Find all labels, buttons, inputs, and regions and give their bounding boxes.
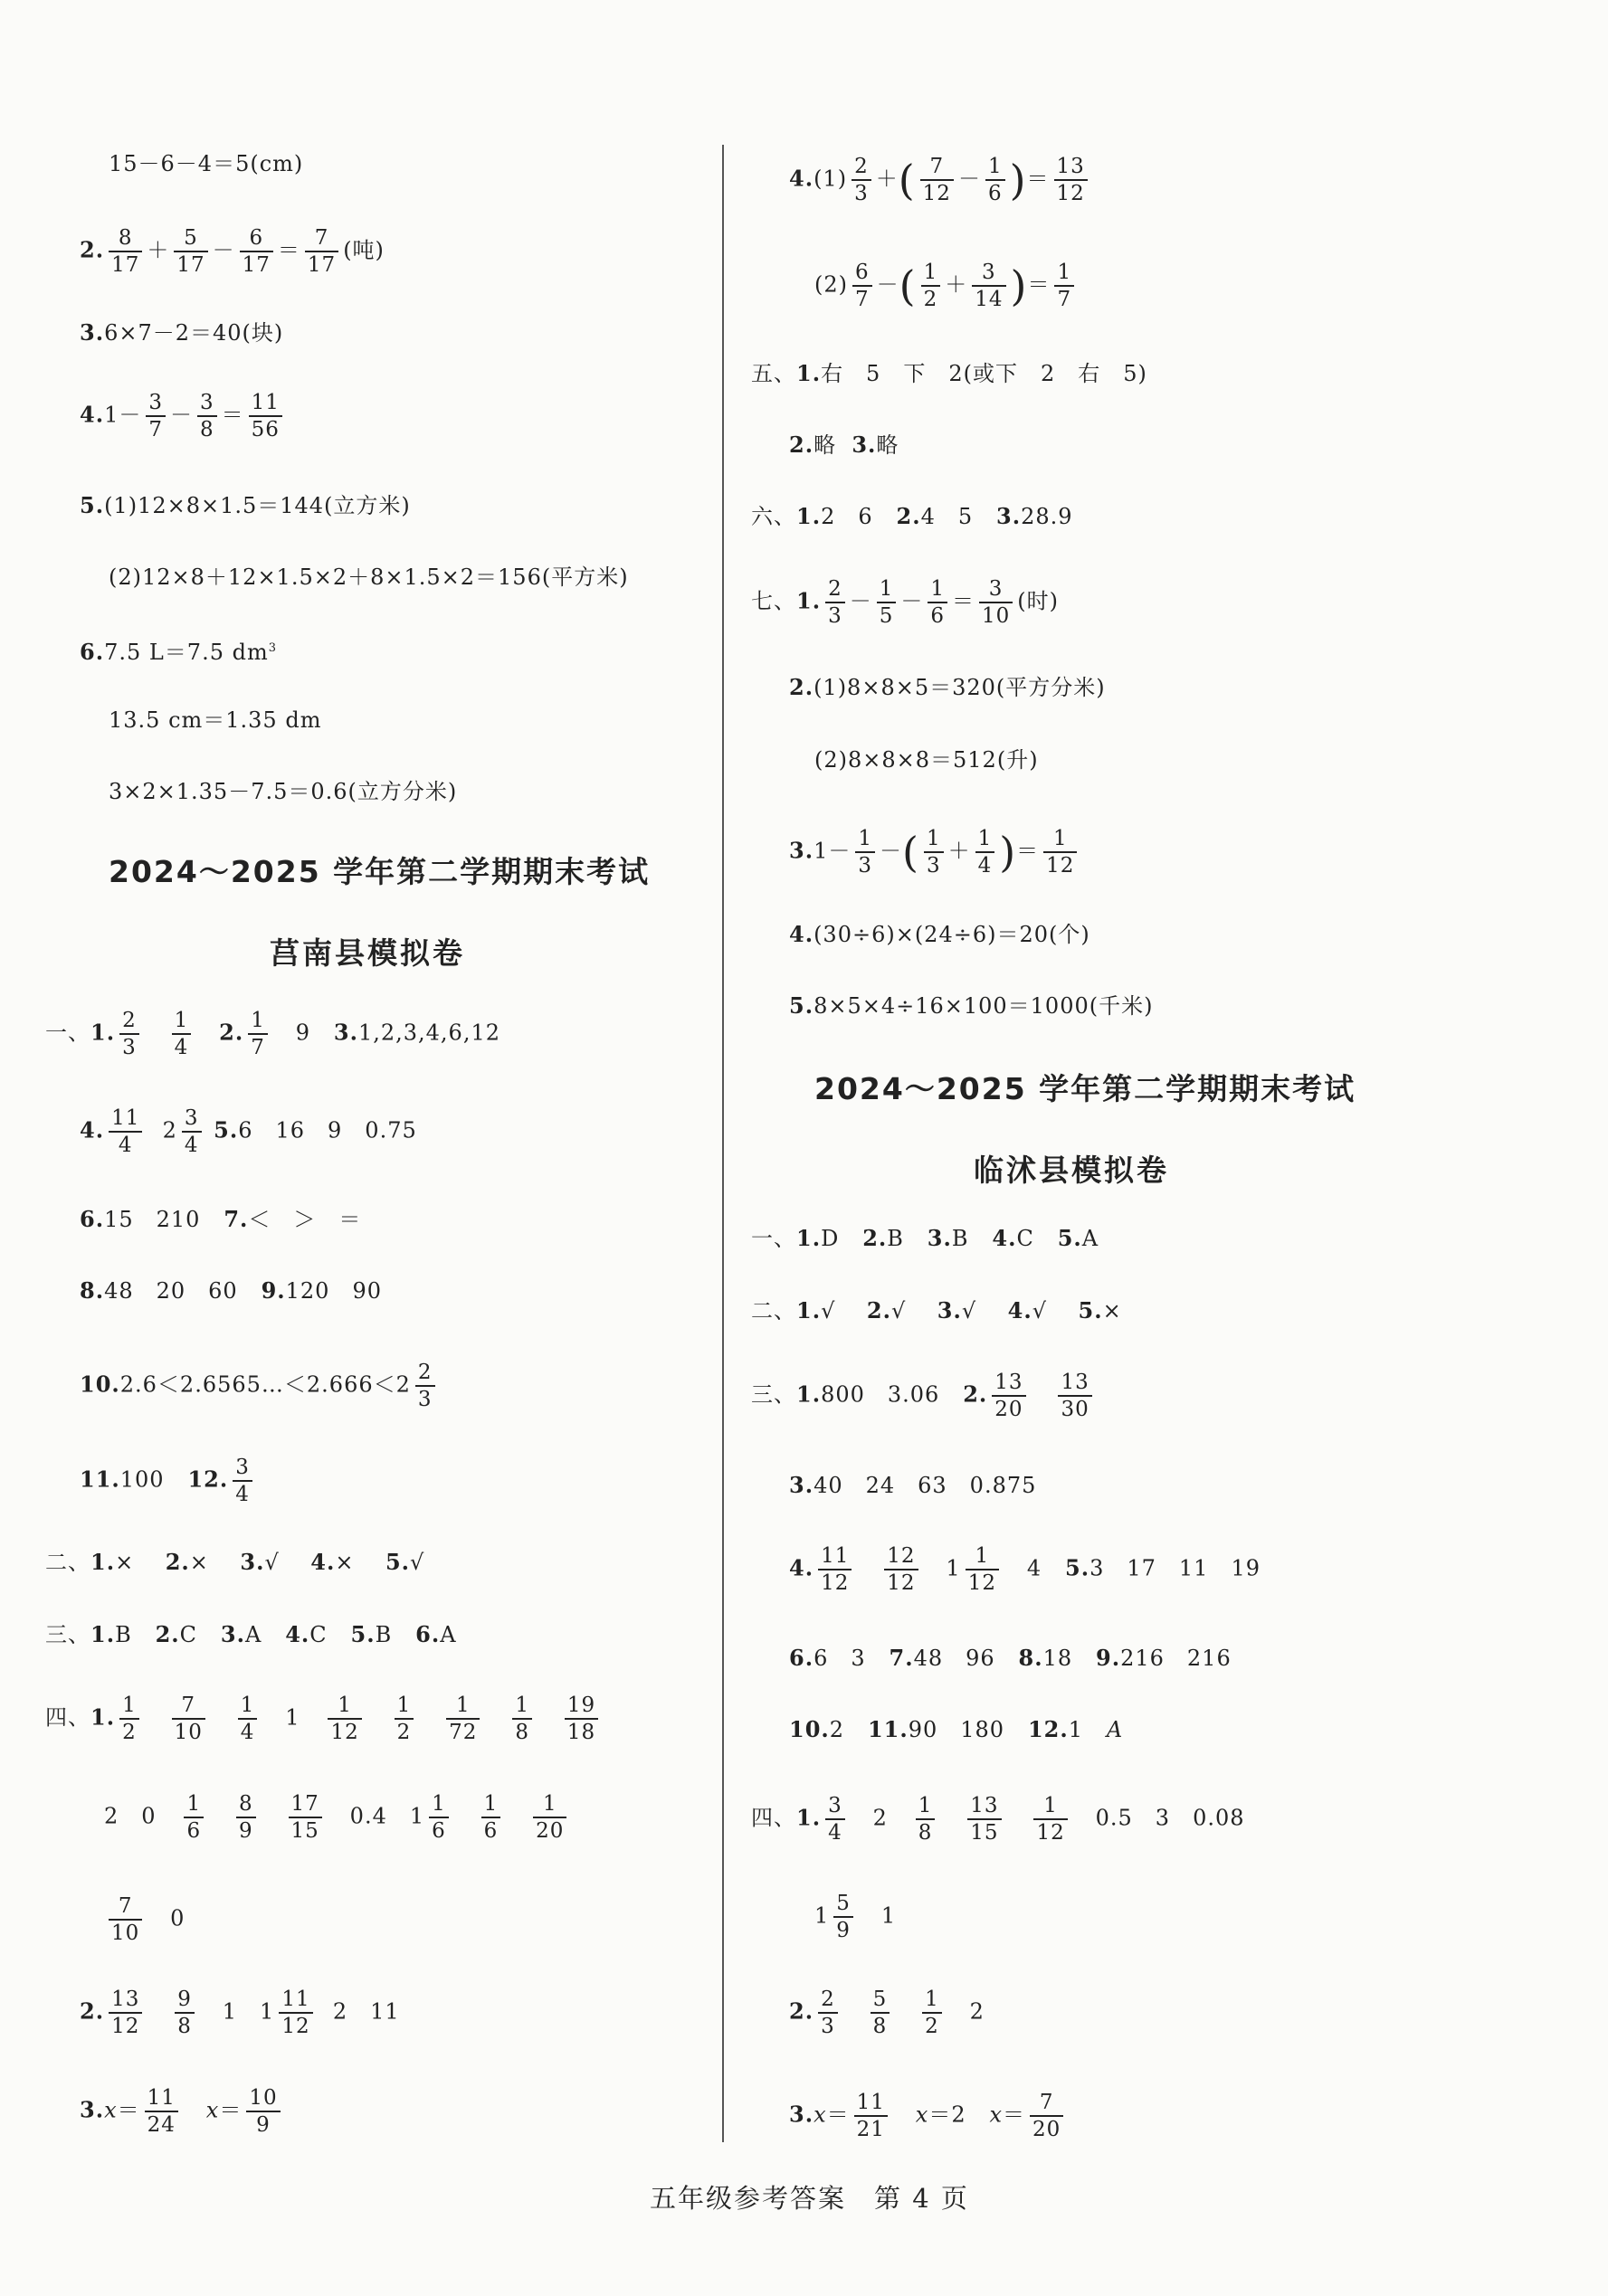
answer-line: 一、1. $\frac{2}{3}$ $\frac{1}{4}$ 2. $\frac{1}{7}$ 9 3.1,2,3,4,6,12 [45, 1009, 500, 1059]
answer-line: 2. $\frac{8}{17}$ ＋ $\frac{5}{17}$ － $\frac{6}{17}$ ＝ $\frac{7}{17}$ (吨) [80, 226, 385, 277]
answer-line: 5.(1)12×8×1.5＝144(立方米) [80, 492, 411, 518]
page-footer: 五年级参考答案 第 4 页 [650, 2183, 969, 2214]
answer-line: 4.(1) $\frac{2}{3}$ ＋( $\frac{7}{12}$ － $\frac{1}{6}$ )＝ $\frac{13}{12}$ [789, 154, 1092, 206]
column-divider [722, 145, 724, 2142]
answer-line: 三、1.B 2.C 3.A 4.C 5.B 6.A [45, 1621, 457, 1647]
section-title: 2024～2025 学年第二学期期末考试 [814, 1071, 1356, 1106]
answer-line: 四、1. $\frac{3}{4}$ 2 $\frac{1}{8}$ $\frac{13}{15}$ $\frac{1}{12}$ 0.5 3 0.08 [751, 1794, 1245, 1845]
answer-line: (2)12×8＋12×1.5×2＋8×1.5×2＝156(平方米) [109, 565, 629, 590]
answer-line: 6.6 3 7.48 96 8.18 9.216 216 [789, 1645, 1232, 1671]
section-subtitle: 临沭县模拟卷 [974, 1153, 1169, 1188]
answer-line: 3.x＝ $\frac{11}{21}$ x＝2 x＝ $\frac{7}{20}$ [789, 2090, 1068, 2142]
answer-line: 15－6－4＝5(cm) [109, 151, 304, 176]
answer-line: 3.40 24 63 0.875 [789, 1472, 1037, 1498]
answer-line: 1 $\frac{5}{9}$ 1 [814, 1892, 897, 1942]
answer-line: 三、1.800 3.06 2. $\frac{13}{20}$ $\frac{13}{30}$ [751, 1370, 1097, 1422]
answer-line: 一、1.D 2.B 3.B 4.C 5.A [751, 1225, 1099, 1251]
answer-line: 8.48 20 60 9.120 90 [80, 1277, 382, 1304]
answer-line: 3.x＝ $\frac{11}{24}$ x＝ $\frac{10}{9}$ [80, 2085, 285, 2138]
answer-line: 10.2.6＜2.6565…＜2.666＜2 $\frac{2}{3}$ [80, 1360, 440, 1412]
answer-line: 6.7.5 L＝7.5 $dm^3$ [80, 639, 277, 665]
answer-line: 七、1. $\frac{2}{3}$ － $\frac{1}{5}$ － $\frac{1}{6}$ ＝ $\frac{3}{10}$ (时) [751, 577, 1059, 628]
answer-line: 2 0 $\frac{1}{6}$ $\frac{8}{9}$ $\frac{17}{15}$ 0.4 1 $\frac{1}{6}$ $\frac{1}{6}$ $\frac{1}{20}$ [104, 1791, 571, 1844]
answer-line: 4.(30÷6)×(24÷6)＝20(个) [789, 921, 1090, 947]
answer-line: 六、1.2 6 2.4 5 3.28.9 [751, 503, 1073, 529]
answer-line: 4. $\frac{11}{12}$ $\frac{12}{12}$ 1 $\frac{1}{12}$ 4 5.3 17 11 19 [789, 1544, 1261, 1595]
answer-line: 11.100 12. $\frac{3}{4}$ [80, 1455, 257, 1507]
answer-line: (2) $\frac{6}{7}$ －( $\frac{1}{2}$ ＋ $\frac{3}{14}$ )＝ $\frac{1}{7}$ [814, 260, 1079, 312]
answer-line: 五、1.右 5 下 2(或下 2 右 5) [751, 360, 1147, 386]
answer-line: 5.8×5×4÷16×100＝1000(千米) [789, 992, 1154, 1019]
answer-line: 2.(1)8×8×5＝320(平方分米) [789, 674, 1106, 700]
answer-line: 3.6×7－2＝40(块) [80, 319, 284, 346]
answer-line: 4. $\frac{11}{4}$ 2 $\frac{3}{4}$ 5.6 16 9 0.75 [80, 1106, 417, 1157]
answer-line: 4.1－ $\frac{3}{7}$ － $\frac{3}{8}$ ＝ $\frac{11}{56}$ [80, 390, 287, 442]
answer-line: 10.2 11.90 180 12.1 A [789, 1716, 1124, 1742]
section-title: 2024～2025 学年第二学期期末考试 [109, 854, 651, 889]
answer-line: 二、1.× 2.× 3.√ 4.× 5.√ [45, 1549, 425, 1575]
answer-line: $\frac{7}{10}$ 0 [104, 1893, 185, 1946]
answer-line: 3.1－ $\frac{1}{3}$ －( $\frac{1}{3}$ ＋ $\frac{1}{4}$ )＝ $\frac{1}{12}$ [789, 826, 1081, 878]
answer-line: 四、1. $\frac{1}{2}$ $\frac{7}{10}$ $\frac{1}{4}$ 1 $\frac{1}{12}$ $\frac{1}{2}$ $\frac{1}{72}$ $\frac{1}{8}$ $\frac{19}{18}$ [45, 1693, 603, 1745]
section-subtitle: 莒南县模拟卷 [270, 935, 465, 971]
answer-line: 二、1.√ 2.√ 3.√ 4.√ 5.× [751, 1297, 1122, 1324]
answer-line: (2)8×8×8＝512(升) [814, 747, 1039, 773]
answer-line: 13.5 cm＝1.35 dm [109, 707, 322, 733]
answer-line: 2. $\frac{2}{3}$ $\frac{5}{8}$ $\frac{1}{2}$ 2 [789, 1988, 985, 2038]
answer-line: 2. $\frac{13}{12}$ $\frac{9}{8}$ 1 1 $\frac{11}{12}$ 2 11 [80, 1988, 400, 2038]
answer-line: 2.略 3.略 [789, 432, 899, 458]
answer-line: 6.15 210 7.＜ ＞ ＝ [80, 1206, 362, 1232]
answer-line: 3×2×1.35－7.5＝0.6(立方分米) [109, 779, 458, 804]
